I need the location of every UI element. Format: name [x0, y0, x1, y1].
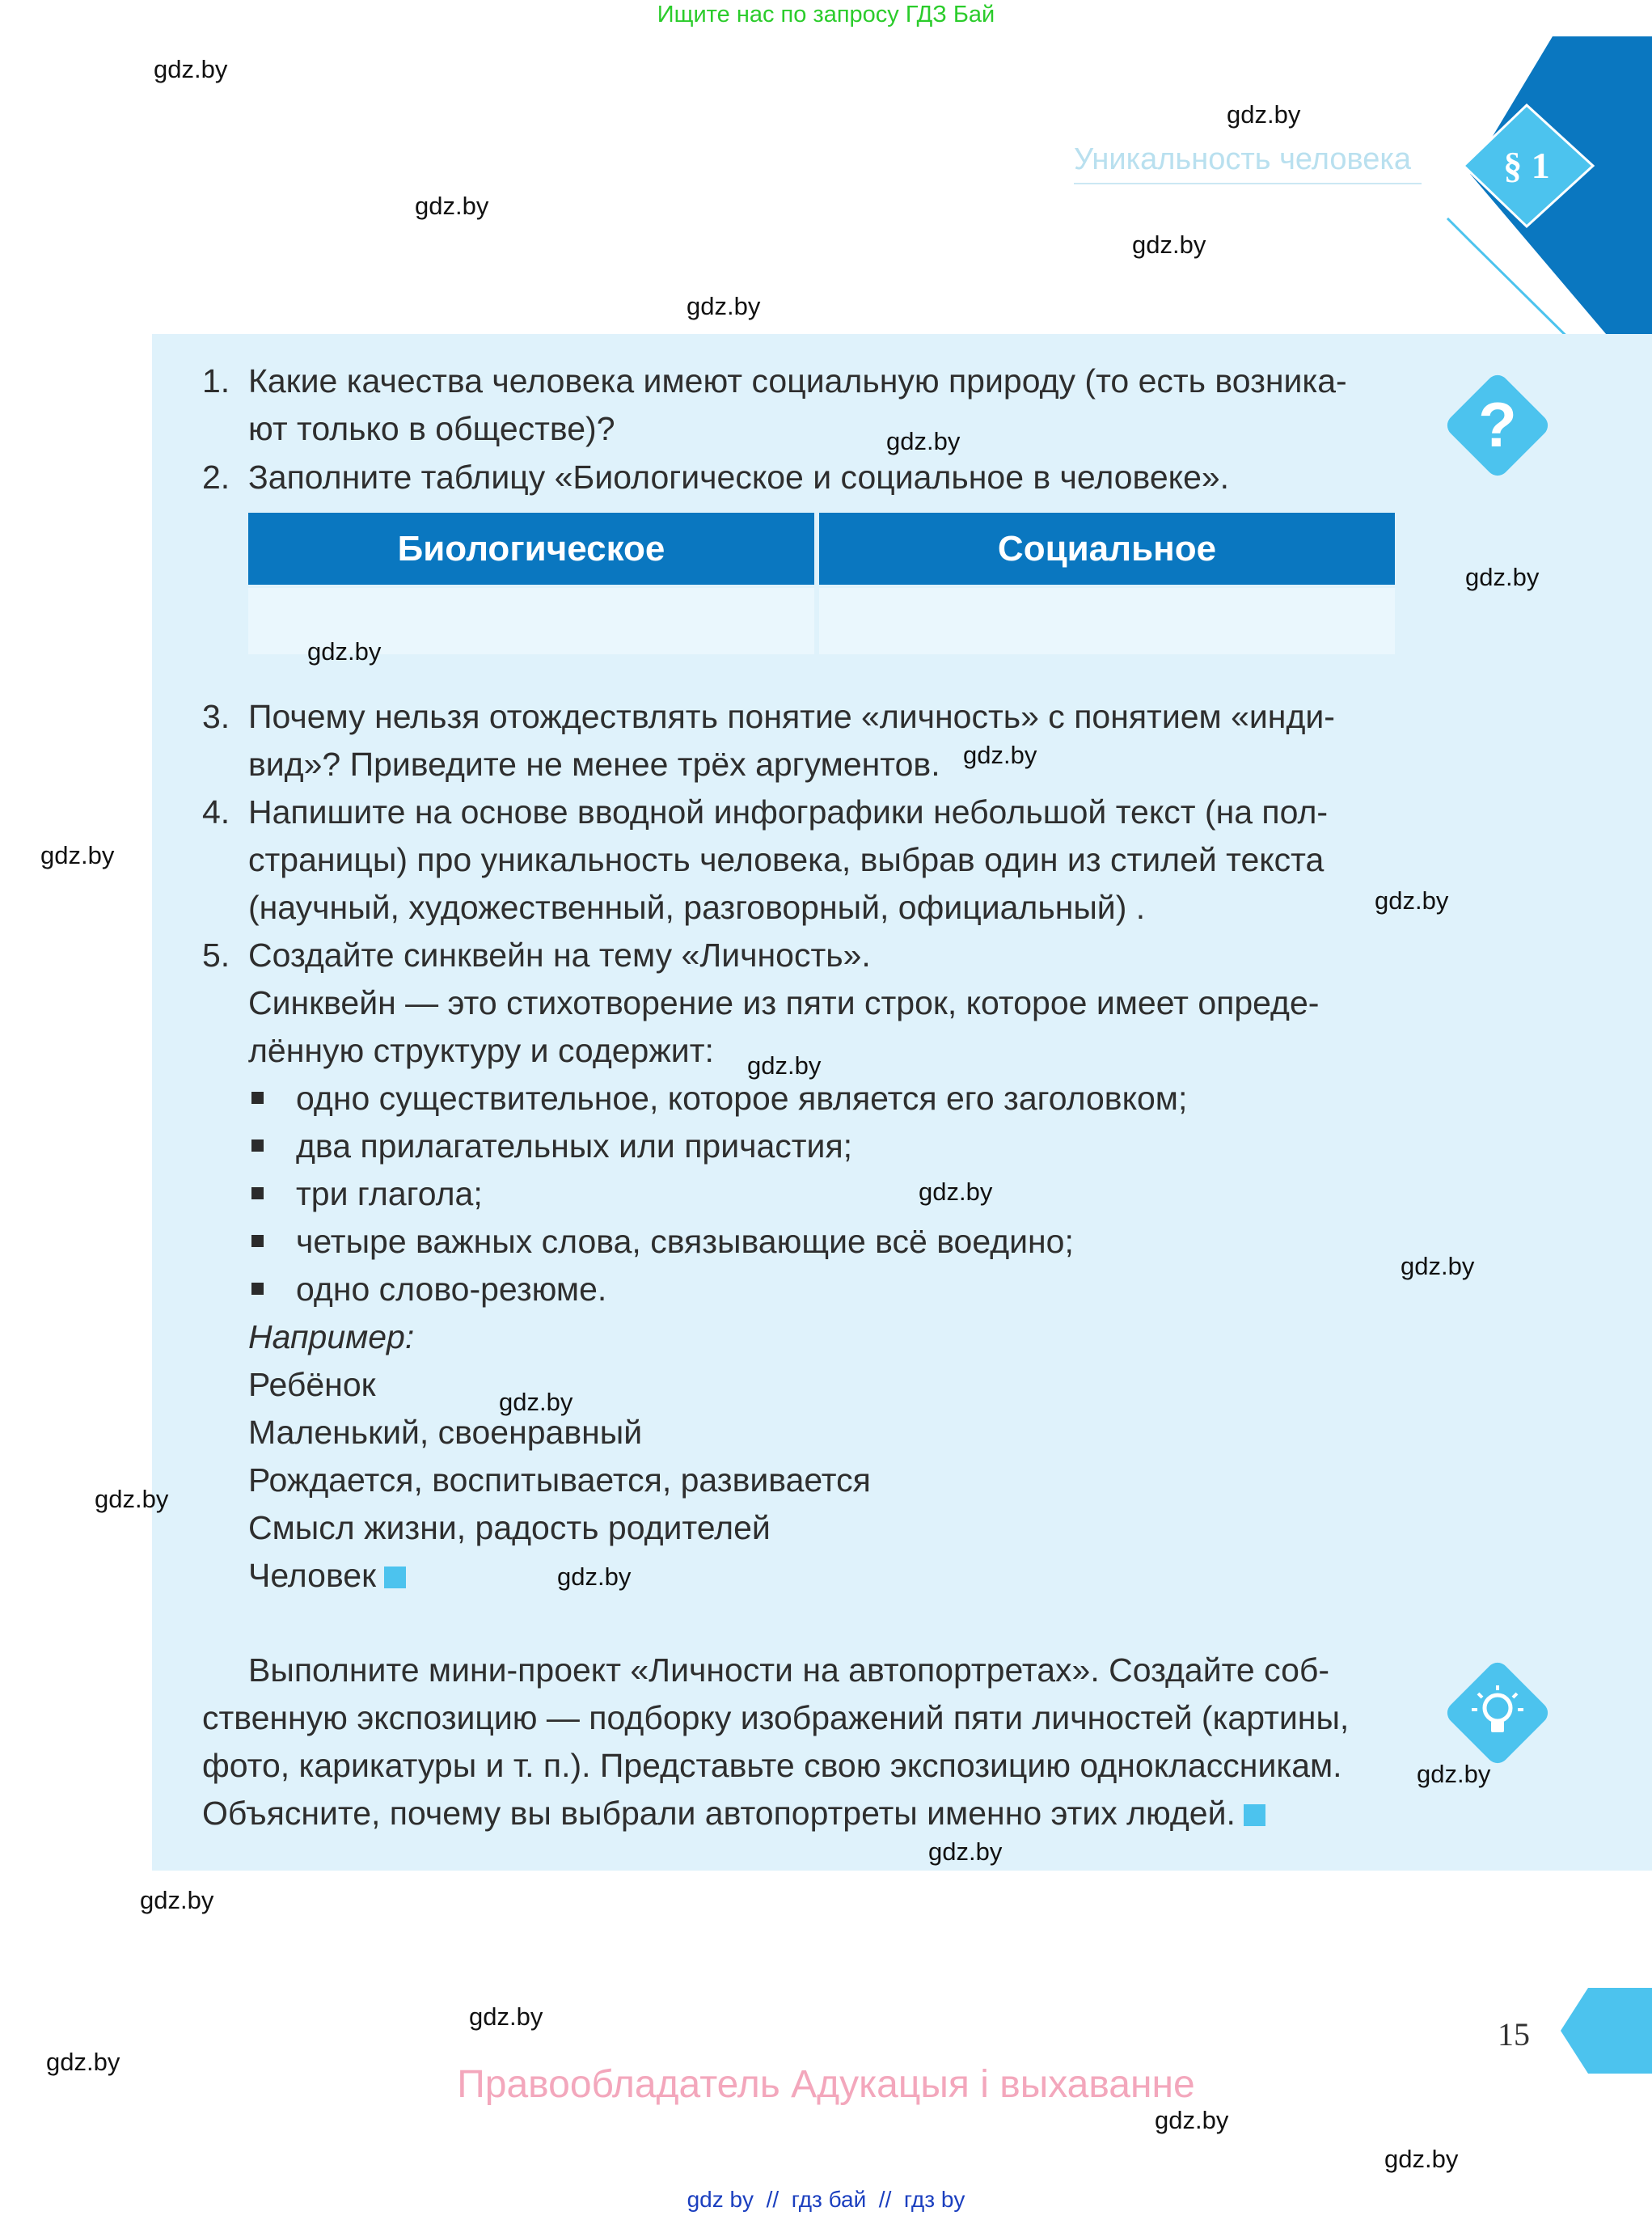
bullet-marker [251, 1092, 264, 1104]
chapter-underline [1074, 183, 1422, 184]
lightbulb-icon [1438, 1653, 1557, 1773]
watermark: gdz.by [499, 1388, 573, 1416]
end-marker [384, 1567, 406, 1588]
bullet-item-5: одно слово-резюме. [296, 1271, 607, 1308]
bullet-marker [251, 1187, 264, 1199]
task-2-number: 2. [202, 459, 230, 496]
top-banner: Ищите нас по запросу ГДЗ Бай [657, 2, 995, 27]
watermark: gdz.by [1227, 100, 1301, 129]
watermark: gdz.by [307, 637, 382, 666]
bullet-item-4: четыре важных слова, связывающие всё воедино; [296, 1223, 1074, 1260]
task-1-line-2: ют только в обществе)? [248, 410, 615, 447]
end-marker [1244, 1804, 1265, 1826]
watermark: gdz.by [919, 1178, 993, 1206]
watermark: gdz.by [928, 1837, 1003, 1866]
bullet-item-2: два прилагательных или причастия; [296, 1127, 853, 1165]
bullet-item-1: одно существительное, которое является его заголовком; [296, 1080, 1188, 1117]
watermark: gdz.by [140, 1886, 214, 1914]
example-line-5-wrap [248, 1552, 406, 1600]
watermark: gdz.by [1384, 2145, 1459, 2173]
task-3-line-2: вид»? Приведите не менее трёх аргументов. [248, 746, 940, 783]
watermark: gdz.by [46, 2048, 120, 2076]
project-line-4: Объясните, почему вы выбрали автопортреты именно этих людей. [202, 1795, 1236, 1832]
watermark: gdz.by [154, 55, 228, 83]
watermark: gdz.by [1417, 1760, 1491, 1788]
watermark: gdz.by [1401, 1252, 1475, 1280]
task-4-line-3: (научный, художественный, разговорный, официальный) . [248, 889, 1146, 926]
watermark: gdz.by [557, 1562, 632, 1591]
watermark: gdz.by [747, 1051, 822, 1080]
watermark: gdz.by [963, 741, 1037, 769]
page-number: 15 [1498, 2016, 1530, 2053]
task-3-line-1: Почему нельзя отождествлять понятие «личность» с понятием «инди- [248, 698, 1335, 735]
example-label: Например: [248, 1318, 415, 1355]
bullet-item-3: три глагола; [296, 1175, 483, 1212]
task-4-line-2: страницы) про уникальность человека, выбрав один из стилей текста [248, 841, 1325, 878]
task-3-number: 3. [202, 698, 230, 735]
watermark: gdz.by [886, 427, 961, 455]
example-line-4: Смысл жизни, радость родителей [248, 1509, 771, 1546]
watermark: gdz.by [687, 292, 761, 320]
section-number: § 1 [1503, 145, 1550, 186]
task-5-number: 5. [202, 937, 230, 974]
table-cell-social[interactable] [819, 588, 1395, 654]
example-line-2: Маленький, своенравный [248, 1414, 643, 1451]
footer-links[interactable]: gdz by // гдз бай // гдз by [687, 2187, 965, 2212]
watermark: gdz.by [1375, 886, 1449, 915]
task-5-line-3: лённую структуру и содержит: [248, 1032, 714, 1069]
example-line-1: Ребёнок [248, 1366, 376, 1403]
question-mark: ? [1478, 389, 1517, 460]
bullet-marker [251, 1235, 264, 1247]
task-1-number: 1. [202, 362, 230, 400]
task-5-line-1: Создайте синквейн на тему «Личность». [248, 937, 871, 974]
project-line-3: фото, карикатуры и т. п.). Представьте свою экспозицию одноклассникам. [202, 1747, 1342, 1784]
watermark: gdz.by [1132, 230, 1206, 259]
watermark: gdz.by [40, 841, 115, 869]
bullet-marker [251, 1139, 264, 1152]
table-header-biological: Биологическое [248, 513, 814, 585]
task-5-line-2: Синквейн — это стихотворение из пяти строк, которое имеет опреде- [248, 984, 1320, 1021]
copyright-notice: Правообладатель Адукацыя і выхаванне [457, 2063, 1195, 2106]
table-header-social: Социальное [819, 513, 1395, 585]
task-4-number: 4. [202, 793, 230, 831]
watermark: gdz.by [95, 1485, 169, 1513]
watermark: gdz.by [1155, 2106, 1229, 2134]
example-line-3: Рождается, воспитывается, развивается [248, 1461, 871, 1499]
watermark: gdz.by [415, 192, 489, 220]
example-line-5: Человек [248, 1557, 377, 1594]
task-1-line-1: Какие качества человека имеют социальную природу (то есть возника- [248, 362, 1347, 400]
chapter-title: Уникальность человека [1074, 142, 1411, 176]
project-line-1: Выполните мини-проект «Личности на автопортретах». Создайте соб- [248, 1651, 1330, 1689]
watermark: gdz.by [469, 2002, 543, 2031]
project-line-4-wrap [202, 1790, 1265, 1837]
task-4-line-1: Напишите на основе вводной инфографики небольшой текст (на пол- [248, 793, 1329, 831]
watermark: gdz.by [1465, 563, 1540, 591]
project-line-2: ственную экспозицию — подборку изображений пяти личностей (картины, [202, 1699, 1350, 1736]
question-icon [1438, 366, 1557, 485]
bullet-marker [251, 1283, 264, 1295]
task-2-line-1: Заполните таблицу «Биологическое и социальное в человеке». [248, 459, 1230, 496]
